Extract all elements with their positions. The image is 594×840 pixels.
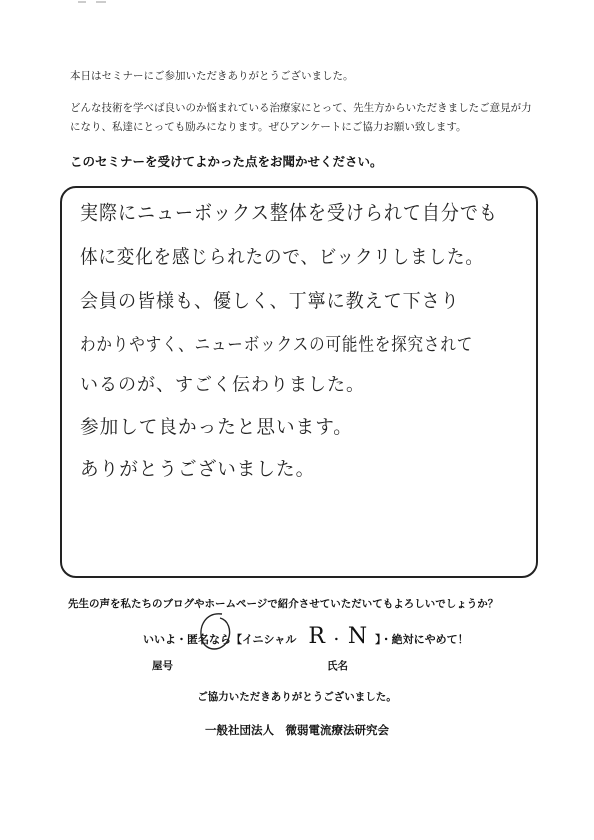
footer-organization: 一般社団法人 微弱電流療法研究会 (205, 723, 389, 737)
top-scan-mark (78, 0, 108, 4)
answer-line-2: 体に変化を感じられたので、ビックリしました。 (80, 246, 484, 268)
consent-question: 先生の声を私たちのブログやホームページで紹介させていただいてもよろしいでしょうか？ (68, 598, 499, 610)
answer-line-5: いるのが、すごく伝わりました。 (80, 374, 366, 396)
intro-line-1: 本日はセミナーにご参加いただきありがとうございました。 (70, 70, 354, 82)
shop-name-label: 屋号 (152, 660, 173, 672)
consent-options (143, 624, 469, 649)
question-heading: このセミナーを受けてよかった点をお聞かせください。 (70, 154, 383, 169)
consent-options-prefix: いいよ・匿名なら【イニシャル (143, 633, 297, 646)
consent-options-suffix: 】・絶対にやめて！ (375, 633, 469, 646)
selection-circle-mark (196, 610, 236, 654)
initial-separator: ・ (330, 633, 342, 646)
handwritten-initial-2: N (347, 624, 368, 649)
answer-line-6: 参加して良かったと思います。 (80, 416, 353, 438)
handwritten-initial-1: R (308, 624, 325, 649)
answer-line-7: ありがとうございました。 (80, 458, 316, 480)
intro-line-2a: どんな技術を学べば良いのか悩まれている治療家にとって、先生方からいただきましたご意見が力 (70, 102, 532, 114)
intro-line-2b: になり、私達にとっても励みになります。ぜひアンケートにご協力お願い致します。 (70, 121, 467, 133)
answer-line-1: 実際にニューボックス整体を受けられて自分でも (80, 201, 498, 225)
person-name-label: 氏名 (327, 660, 348, 672)
answer-line-3: 会員の皆様も、優しく、丁寧に教えて下さり (80, 290, 460, 312)
answer-line-4: わかりやすく、ニューボックスの可能性を探究されて (80, 334, 474, 356)
footer-thanks: ご協力いただきありがとうございました。 (197, 691, 397, 703)
